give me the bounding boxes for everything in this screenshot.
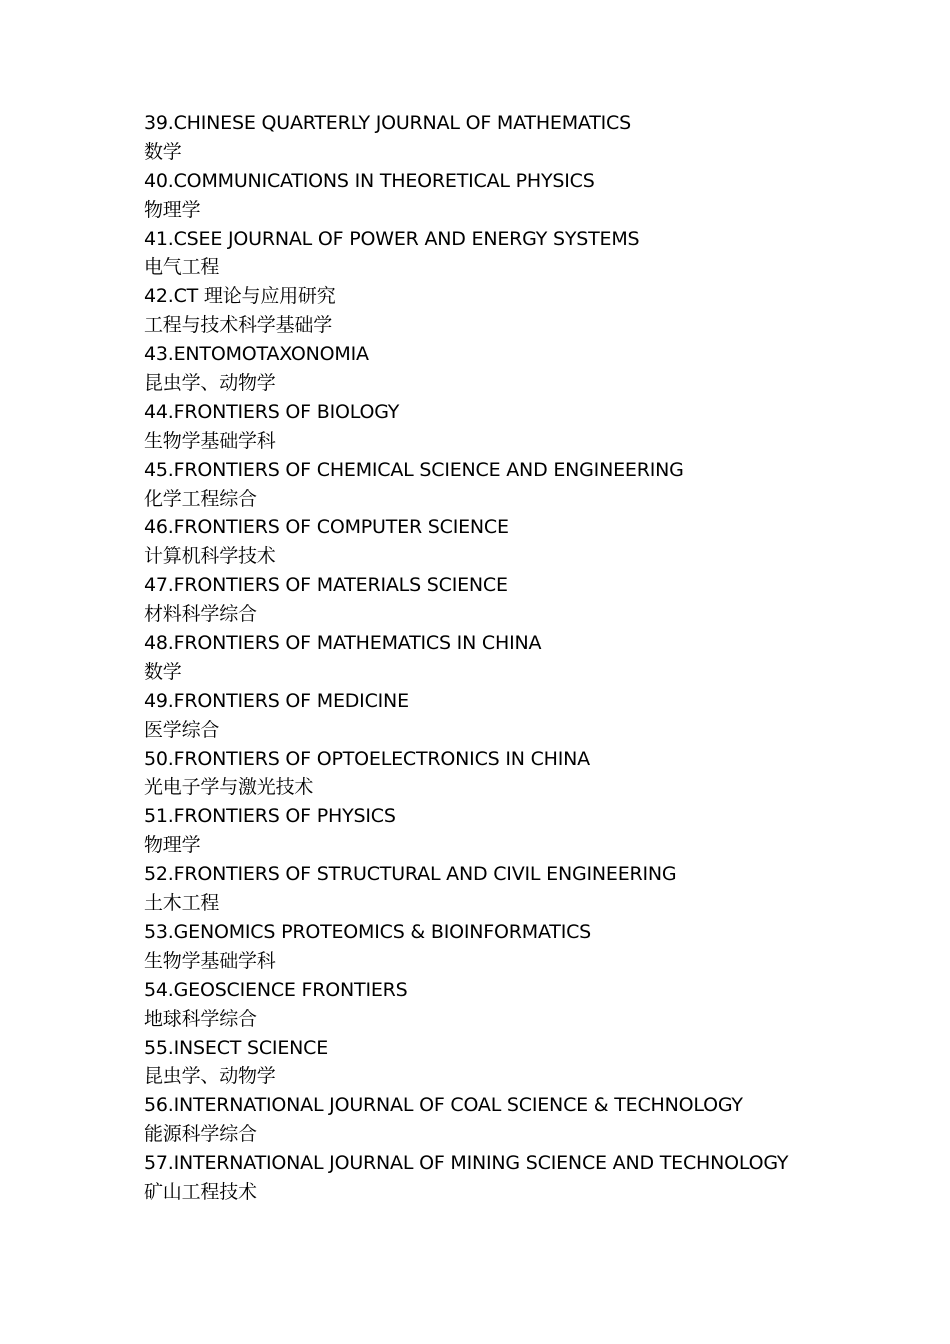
journal-subject: 矿山工程技术: [144, 1180, 257, 1203]
journal-subject: 材料科学综合: [144, 603, 257, 626]
journal-title: 42.CT 理论与应用研究: [144, 285, 336, 308]
journal-subject: 医学综合: [144, 718, 220, 741]
journal-title: 50.FRONTIERS OF OPTOELECTRONICS IN CHINA: [144, 747, 590, 770]
journal-title: 39.CHINESE QUARTERLY JOURNAL OF MATHEMATICS: [144, 112, 631, 134]
journal-title: 44.FRONTIERS OF BIOLOGY: [144, 400, 400, 423]
journal-subject: 数学: [144, 660, 182, 683]
journal-title: 57.INTERNATIONAL JOURNAL OF MINING SCIENCE AND TECHNOLOGY: [144, 1152, 789, 1175]
journal-subject: 地球科学综合: [144, 1007, 257, 1030]
journal-subject: 能源科学综合: [144, 1123, 257, 1146]
journal-title: 55.INSECT SCIENCE: [144, 1036, 329, 1059]
journal-title: 53.GENOMICS PROTEOMICS & BIOINFORMATICS: [144, 920, 592, 943]
journal-title: 54.GEOSCIENCE FRONTIERS: [144, 978, 408, 1001]
journal-subject: 计算机科学技术: [144, 545, 276, 568]
journal-title: 46.FRONTIERS OF COMPUTER SCIENCE: [144, 516, 509, 539]
journal-subject: 数学: [144, 140, 182, 163]
journal-subject: 化学工程综合: [144, 487, 257, 510]
journal-subject: 生物学基础学科: [144, 429, 276, 452]
journal-subject: 昆虫学、动物学: [144, 1065, 276, 1088]
journal-subject: 物理学: [144, 198, 201, 221]
journal-title: 47.FRONTIERS OF MATERIALS SCIENCE: [144, 574, 508, 597]
journal-title: 41.CSEE JOURNAL OF POWER AND ENERGY SYSTEMS: [144, 227, 640, 250]
journal-title: 56.INTERNATIONAL JOURNAL OF COAL SCIENCE & TECHNOLOGY: [144, 1094, 743, 1117]
journal-subject: 电气工程: [144, 256, 220, 279]
journal-title: 43.ENTOMOTAXONOMIA: [144, 343, 369, 366]
journal-title: 52.FRONTIERS OF STRUCTURAL AND CIVIL ENGINEERING: [144, 863, 677, 886]
journal-title: 48.FRONTIERS OF MATHEMATICS IN CHINA: [144, 632, 542, 655]
journal-list: [144, 109, 924, 1207]
journal-subject: 生物学基础学科: [144, 949, 276, 972]
journal-subject: 物理学: [144, 834, 201, 857]
journal-title: 49.FRONTIERS OF MEDICINE: [144, 689, 409, 712]
journal-title: 40.COMMUNICATIONS IN THEORETICAL PHYSICS: [144, 169, 595, 192]
journal-subject: 工程与技术科学基础学: [144, 314, 333, 337]
journal-subject: 土木工程: [144, 892, 220, 915]
journal-subject: 昆虫学、动物学: [144, 372, 276, 395]
journal-subject: 光电子学与激光技术: [144, 776, 314, 799]
journal-title: 45.FRONTIERS OF CHEMICAL SCIENCE AND ENGINEERING: [144, 458, 684, 481]
journal-title: 51.FRONTIERS OF PHYSICS: [144, 805, 396, 828]
